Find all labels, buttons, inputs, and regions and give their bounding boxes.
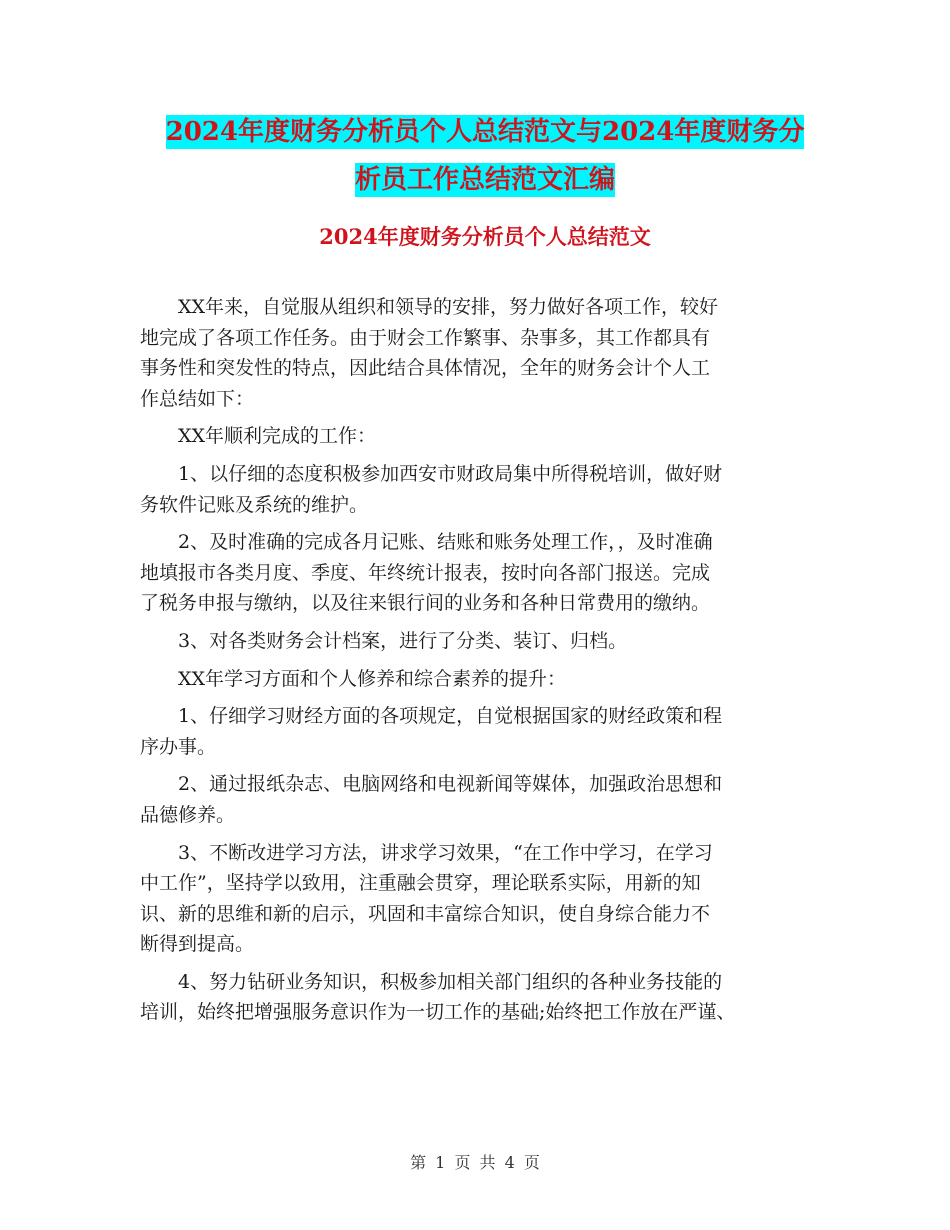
paragraph-line: XX年来，自觉服从组织和领导的安排，努力做好各项工作，较好 <box>178 296 719 318</box>
paragraph-line: 2、通过报纸杂志、电脑网络和电视新闻等媒体，加强政治思想和 <box>178 773 723 796</box>
paragraph-line: XX年顺利完成的工作： <box>178 425 377 448</box>
paragraph-line: 断得到提高。 <box>140 933 255 956</box>
paragraph-line: 作总结如下： <box>140 387 255 410</box>
paragraph-line: 了税务申报与缴纳，以及往来银行间的业务和各种日常费用的缴纳。 <box>140 592 711 615</box>
main-title-line-2: 析员工作总结范文汇编 <box>354 165 615 195</box>
paragraph-line: 务软件记账及系统的维护。 <box>140 493 369 516</box>
main-title-line-1: 2024年度财务分析员个人总结范文与2024年度财务分 <box>165 117 805 147</box>
paragraph-line: 3、对各类财务会计档案，进行了分类、装订、归档。 <box>178 629 628 652</box>
document-body <box>140 292 812 1028</box>
paragraph-line: 品德修养。 <box>140 803 236 826</box>
page-footer: 第 1 页 共 4 页 <box>410 1153 540 1172</box>
paragraph-line: 4、努力钻研业务知识，积极参加相关部门组织的各种业务技能的 <box>178 970 723 993</box>
paragraph-line: 中工作”，坚持学以致用，注重融会贯穿，理论联系实际，用新的知 <box>140 872 701 895</box>
paragraph-line: 培训，始终把增强服务意识作为一切工作的基础;始终把工作放在严谨、 <box>140 1001 736 1024</box>
paragraph-line: 1、仔细学习财经方面的各项规定，自觉根据国家的财经政策和程 <box>178 705 723 728</box>
paragraph-line: 事务性和突发性的特点，因此结合具体情况，全年的财务会计个人工 <box>140 357 711 380</box>
paragraph-line: 地填报市各类月度、季度、年终统计报表，按时向各部门报送。完成 <box>140 561 711 584</box>
section-title: 2024年度财务分析员个人总结范文 <box>319 224 651 249</box>
paragraph-line: 2、及时准确的完成各月记账、结账和账务处理工作，，及时准确 <box>178 531 713 554</box>
paragraph-line: 1、以仔细的态度积极参加西安市财政局集中所得税培训，做好财 <box>178 462 723 485</box>
paragraph-line: 3、不断改进学习方法，讲求学习效果，“在工作中学习，在学习 <box>178 841 713 864</box>
paragraph-line: 地完成了各项工作任务。由于财会工作繁事、杂事多，其工作都具有 <box>140 326 711 349</box>
paragraph-line: XX年学习方面和个人修养和综合素养的提升： <box>178 667 567 690</box>
document-main-title <box>140 108 830 204</box>
paragraph-line: 序办事。 <box>140 735 217 758</box>
paragraph-line: 识、新的思维和新的启示，巩固和丰富综合知识，使自身综合能力不 <box>140 902 711 925</box>
